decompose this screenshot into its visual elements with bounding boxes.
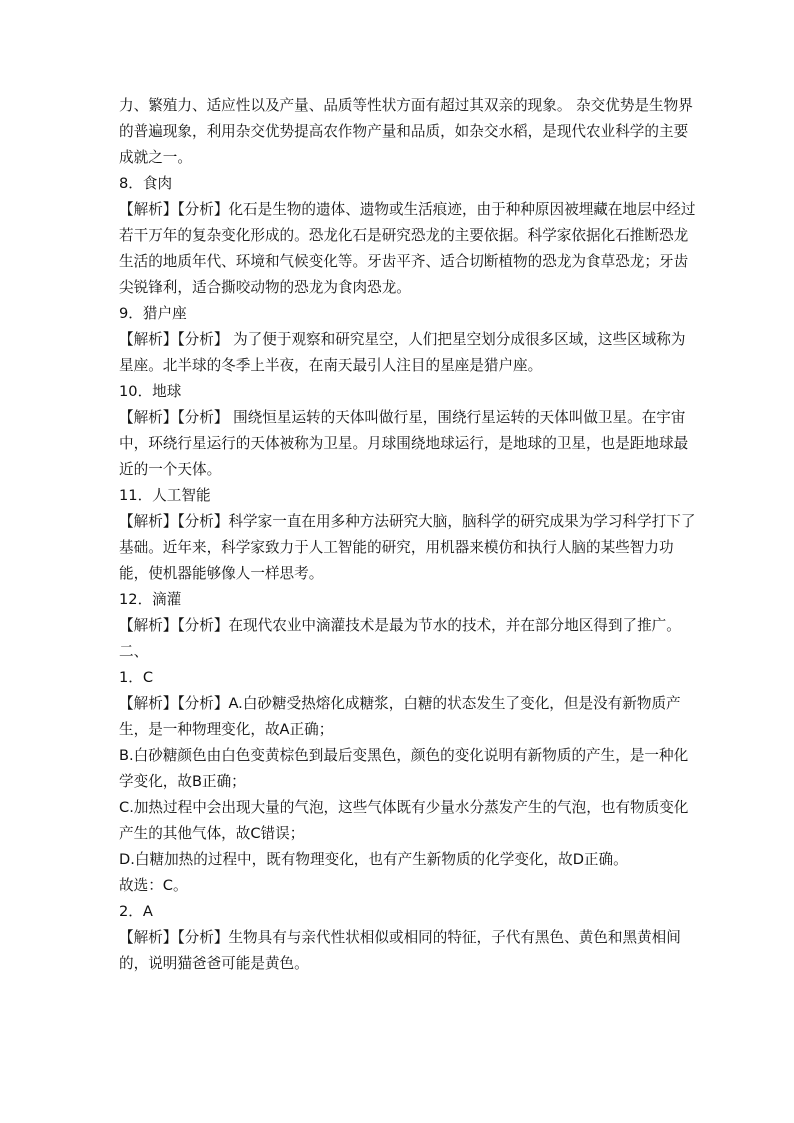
text-line: D.白糖加热的过程中，既有物理变化，也有产生新物质的化学变化，故D正确。 [119, 851, 628, 868]
question-heading: 12．滴灌 [119, 591, 182, 608]
text-line: 星座。北半球的冬季上半夜，在南天最引人注目的星座是猎户座。 [119, 357, 543, 374]
section-heading: 二、 [119, 643, 149, 660]
text-line: 产生的其他气体，故C错误； [119, 825, 305, 842]
text-line: 学变化，故B正确； [119, 773, 246, 790]
text-line: 【解析】【分析】A.白砂糖受热熔化成糖浆，白糖的状态发生了变化，但是没有新物质产 [119, 695, 681, 712]
text-line: 故选：C。 [119, 877, 188, 894]
text-line: 【解析】【分析】生物具有与亲代性状相似或相同的特征，子代有黑色、黄色和黑黄相间 [119, 929, 681, 946]
text-line: 的，说明猫爸爸可能是黄色。 [119, 955, 309, 972]
question-heading: 11．人工智能 [119, 487, 211, 504]
text-line: 若干万年的复杂变化形成的。恐龙化石是研究恐龙的主要依据。科学家依据化石推断恐龙 [119, 227, 689, 244]
text-line: 【解析】【分析】在现代农业中滴灌技术是最为节水的技术，并在部分地区得到了推广。 [119, 617, 681, 634]
text-line: 力、繁殖力、适应性以及产量、品质等性状方面有超过其双亲的现象。 杂交优势是生物界 [119, 97, 693, 114]
text-line: 生，是一种物理变化，故A正确； [119, 721, 334, 738]
question-heading: 1．C [119, 669, 154, 686]
text-line: 【解析】【分析】 围绕恒星运转的天体叫做行星，围绕行星运转的天体叫做卫星。在宇宙 [119, 409, 686, 426]
text-line: 的普遍现象，利用杂交优势提高农作物产量和品质，如杂交水稻，是现代农业科学的主要 [119, 123, 689, 140]
question-heading: 2．A [119, 903, 153, 920]
question-heading: 9．猎户座 [119, 305, 187, 322]
text-line: 【解析】【分析】化石是生物的遗体、遗物或生活痕迹，由于种种原因被埋藏在地层中经过 [119, 201, 696, 218]
question-heading: 10．地球 [119, 383, 182, 400]
text-line: 近的一个天体。 [119, 461, 222, 478]
text-line: 成就之一。 [119, 149, 192, 166]
text-line: 【解析】【分析】 为了便于观察和研究星空，人们把星空划分成很多区域，这些区域称为 [119, 331, 686, 348]
text-line: 中，环绕行星运行的天体被称为卫星。月球围绕地球运行，是地球的卫星，也是距地球最 [119, 435, 689, 452]
text-line: 【解析】【分析】科学家一直在用多种方法研究大脑，脑科学的研究成果为学习科学打下了 [119, 513, 696, 530]
text-line: B.白砂糖颜色由白色变黄棕色到最后变黑色，颜色的变化说明有新物质的产生，是一种化 [119, 747, 689, 764]
text-line: 能，使机器能够像人一样思考。 [119, 565, 324, 582]
question-heading: 8．食肉 [119, 175, 173, 192]
text-line: C.加热过程中会出现大量的气泡，这些气体既有少量水分蒸发产生的气泡，也有物质变化 [119, 799, 689, 816]
text-line: 生活的地质年代、环境和气候变化等。牙齿平齐、适合切断植物的恐龙为食草恐龙；牙齿 [119, 253, 689, 270]
answer-text-body [119, 93, 696, 977]
text-line: 基础。近年来，科学家致力于人工智能的研究，用机器来模仿和执行人脑的某些智力功 [119, 539, 674, 556]
text-line: 尖锐锋利，适合撕咬动物的恐龙为食肉恐龙。 [119, 279, 411, 296]
